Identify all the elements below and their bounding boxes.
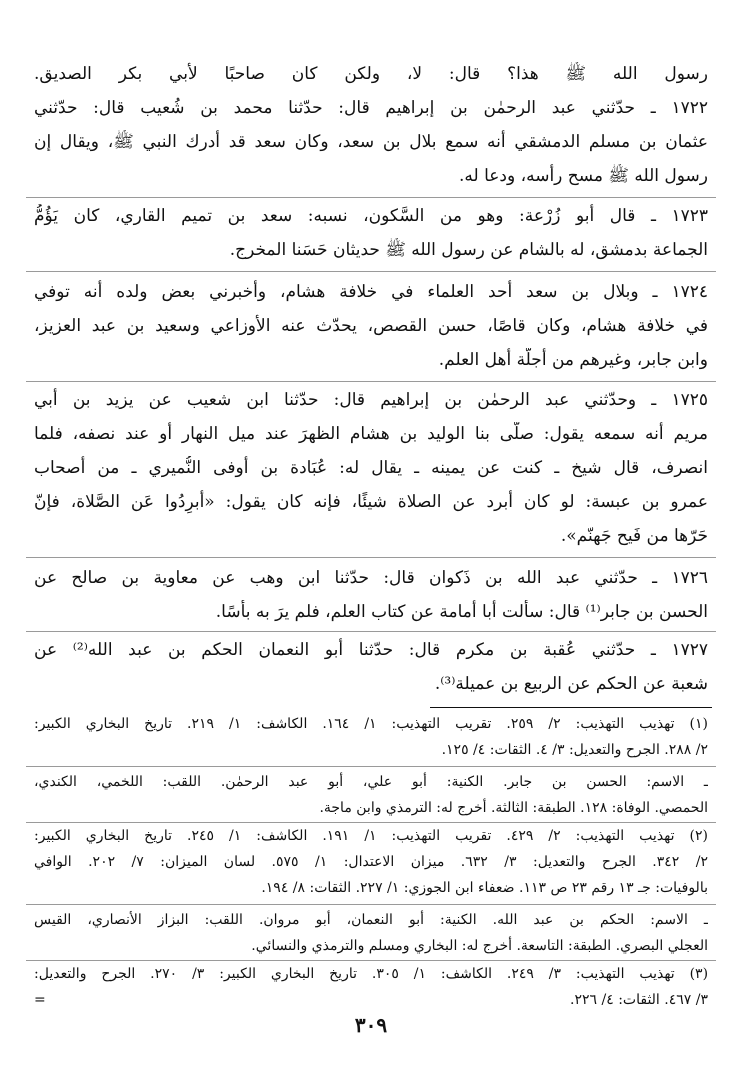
- text-line: وابن جابر، وغيرهم من أجلّة أهل العلم.: [438, 350, 708, 370]
- footnote-separator: [26, 766, 716, 767]
- text-line: الحسن بن جابر⁽¹⁾ قال: سألت أبا أمامة عن كتاب العلم، فلم يرَ به بأسًا.: [215, 602, 708, 622]
- footnote-separator: [26, 904, 716, 905]
- footnote-line: (٣) تهذيب التهذيب: ٣/ ٢٤٩. الكاشف: ١/ ٣٠٥. تاريخ البخاري الكبير: ٣/ ٢٧٠. الجرح والتعديل:: [34, 966, 708, 982]
- footnote-line: بالوفيات: جـ ١٣ رقم ٢٣ ص ١١٣. ضعفاء ابن الجوزي: ١/ ٢٢٧. الثقات: ٨/ ١٩٤.: [261, 880, 708, 896]
- text-line: مريم أنه سمعه يقول: صلّى بنا الوليد بن هشام الظهرَ عند ميل النهار أو عند نصفه، فلما: [34, 424, 708, 444]
- text-line: حَرّها من فَيح جَهنّم».: [560, 526, 708, 546]
- footnote-line: ٢/ ٣٤٢. الجرح والتعديل: ٣/ ٦٣٢. ميزان الاعتدال: ١/ ٥٧٥. لسان الميزان: ٧/ ٢٠٢. الوافي: [34, 854, 708, 870]
- footnote-end-mark: =: [34, 992, 46, 1008]
- text-line: رسول الله ﷺ هذا؟ قال: لا، ولكن كان صاحبًا لأبي بكر الصديق.: [34, 64, 708, 84]
- hadith-1722-line: ١٧٢٢ ـ حدّثني عبد الرحمٰن بن إبراهيم قال: حدّثنا محمد بن شُعيب قال: حدّثني: [34, 98, 708, 118]
- text-line: شعبة عن الحكم عن الربيع بن عميلة⁽³⁾.: [434, 674, 708, 694]
- paragraph-separator: [26, 631, 716, 632]
- text-line: في خلافة هشام، وكان قاصًا، حسن القصص، يحدّث عنه الأوزاعي وسعيد بن عبد العزيز،: [34, 316, 708, 336]
- hadith-1726-line: ١٧٢٦ ـ حدّثني عبد الله بن ذَكوان قال: حدّثنا ابن وهب عن معاوية بن صالح عن: [34, 568, 708, 588]
- footnote-separator: [26, 960, 716, 961]
- text-line: انصرف، قال شيخ ـ كنت عن يمينه ـ يقال له: عُبَادة بن أوفى النُّميري ـ من أصحاب: [34, 458, 708, 478]
- paragraph-separator: [26, 197, 716, 198]
- footnote-rule: [430, 707, 712, 708]
- hadith-1725-line: ١٧٢٥ ـ وحدّثني عبد الرحمٰن بن إبراهيم قال: حدّثنا ابن شعيب عن يزيد بن أبي: [34, 390, 708, 410]
- footnote-line: ـ الاسم: الحكم بن عبد الله. الكنية: أبو النعمان، أبو مروان. اللقب: البزاز الأنصاري، القيس: [34, 912, 708, 928]
- paragraph-separator: [26, 271, 716, 272]
- footnote-line: (٢) تهذيب التهذيب: ٢/ ٤٢٩. تقريب التهذيب: ١/ ١٩١. الكاشف: ١/ ٢٤٥. تاريخ البخاري الكبير:: [34, 828, 708, 844]
- hadith-1723-line: ١٧٢٣ ـ قال أبو زُرْعة: وهو من السَّكون، نسبه: سعد بن تميم القاري، كان يَؤُمُّ: [34, 206, 708, 226]
- text-line: الجماعة بدمشق، له بالشام عن رسول الله ﷺ حديثان حَسَنا المخرج.: [229, 240, 708, 260]
- paragraph-separator: [26, 557, 716, 558]
- footnote-line: (١) تهذيب التهذيب: ٢/ ٢٥٩. تقريب التهذيب: ١/ ١٦٤. الكاشف: ١/ ٢١٩. تاريخ البخاري الكبير:: [34, 716, 708, 732]
- footnote-line: ٣/ ٤٦٧. الثقات: ٤/ ٢٢٦.: [570, 992, 708, 1008]
- hadith-1724-line: ١٧٢٤ ـ وبلال بن سعد أحد العلماء في خلافة هشام، وأخبرني بعض ولده أنه توفي: [34, 282, 708, 302]
- footnote-separator: [26, 822, 716, 823]
- footnote-line: العجلي البصري. الطبقة: التاسعة. أخرج له: البخاري ومسلم والترمذي والنسائي.: [251, 938, 708, 954]
- footnote-line: ٢/ ٢٨٨. الجرح والتعديل: ٣/ ٤. الثقات: ٤/ ١٢٥.: [441, 742, 708, 758]
- text-line: رسول الله ﷺ مسح رأسه، ودعا له.: [458, 166, 708, 186]
- footnote-line: الحمصي. الوفاة: ١٢٨. الطبقة: الثالثة. أخرج له: الترمذي وابن ماجة.: [319, 800, 708, 816]
- footnote-line: ـ الاسم: الحسن بن جابر. الكنية: أبو علي، أبو عبد الرحمٰن. اللقب: اللخمي، الكندي،: [34, 774, 708, 790]
- paragraph-separator: [26, 381, 716, 382]
- text-line: عثمان بن مسلم الدمشقي أنه سمع بلال بن سعد، وكان سعد قد أدرك النبي ﷺ، ويقال إن: [34, 132, 708, 152]
- text-line: عمرو بن عبسة: لو كان أبرد عن الصلاة شيئًا، فإنه كان يقول: «أَبرِدُوا عَن الصَّلاة، فإنّ: [34, 492, 708, 512]
- page-number: ٣٠٩: [354, 1013, 388, 1037]
- hadith-1727-line: ١٧٢٧ ـ حدّثني عُقبة بن مكرم قال: حدّثنا أبو النعمان الحكم بن عبد الله⁽²⁾ عن: [34, 640, 708, 660]
